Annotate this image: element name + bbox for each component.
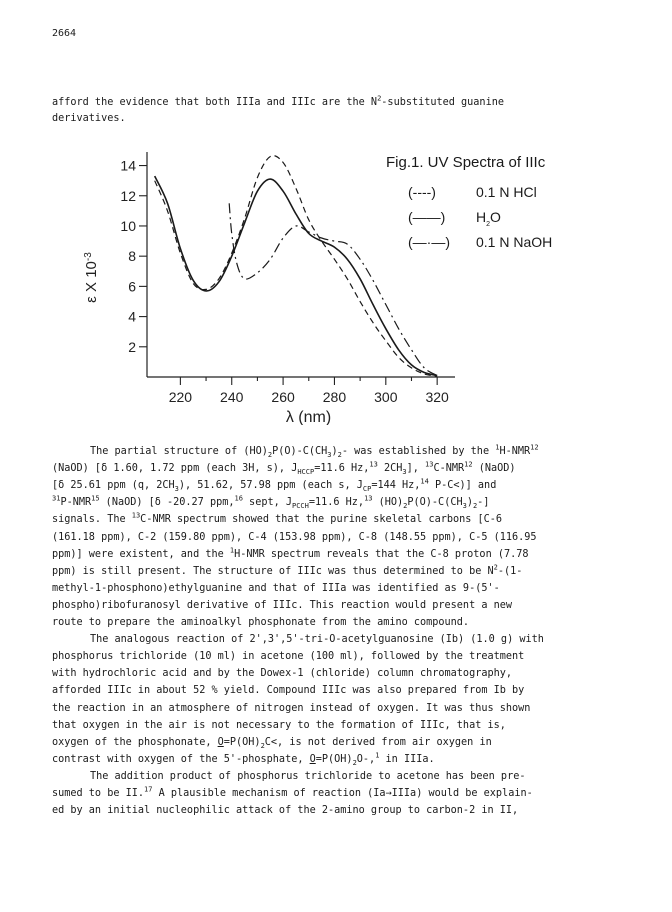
body-text-line: contrast with oxygen of the 5'-phosphate, $O=P(OH)_2O-,^1$ in IIIa. <box>52 751 435 767</box>
x-tick-label: 320 <box>425 389 449 405</box>
legend-item <box>408 234 552 250</box>
body-text-line: phospho)ribofuranosyl derivative of IIIc. This reaction would present a new <box>52 599 513 611</box>
body-text-line: ed by an initial nucleophilic attack of the 2-amino group to carbon-2 in II, <box>52 805 519 817</box>
body-text-line: $^{31}$P-NMR$^{15}$ (NaOD) [δ -20.27 ppm,$^{16}$ sept, $J_{PCCH}=11.6$ Hz,$^{13}$ $(HO)_2P(O)-C(CH_3)_2-$] <box>52 494 490 511</box>
figure-uv-spectra <box>60 140 620 425</box>
y-tick-label: 8 <box>128 248 136 265</box>
legend-label: 0.1 N HCl <box>476 184 537 200</box>
x-tick-label: 240 <box>220 389 244 405</box>
x-tick-label: 220 <box>168 389 193 405</box>
body-text-line: The analogous reaction of 2',3',5'-tri-O-acetylguanosine (Ib) (1.0 g) with <box>90 634 544 646</box>
x-axis-label: λ (nm) <box>285 409 332 425</box>
body-text-line: methyl-1-phosphono)ethylguanine and that of IIIa was identified as 9-(5'- <box>52 582 500 594</box>
legend-label: 0.1 N NaOH <box>476 234 553 250</box>
y-tick-label: 14 <box>120 157 136 174</box>
x-tick-label: 280 <box>322 389 347 405</box>
legend-item <box>408 184 537 200</box>
body-text-line: that oxygen in the air is not necessary to the formation of IIIc, that is, <box>52 719 506 731</box>
body-text-line: route to prepare the aminoalkyl phosphonate from the amino compound. <box>52 617 470 628</box>
legend-style-marker: (----) <box>408 184 436 200</box>
legend-item <box>408 209 501 228</box>
intro-text-line: afford the evidence that both IIIa and IIIc are the $N^2$-substituted guanine <box>52 94 504 108</box>
x-tick-label: 260 <box>271 389 295 405</box>
y-tick-label: 2 <box>128 338 136 355</box>
x-tick-label: 300 <box>374 389 398 405</box>
body-text-line: afforded IIIc in about 52 % yield. Compound IIIc was also prepared from Ib by <box>52 685 525 697</box>
body-text-line: The addition product of phosphorus trichloride to acetone has been pre- <box>90 770 526 782</box>
series-h2o-curve <box>155 176 438 375</box>
uv-spectra-chart <box>60 140 620 425</box>
series-naoh-curve <box>229 203 437 375</box>
legend-style-marker: (——) <box>408 209 446 225</box>
body-text-line: signals. The $^{13}$C-NMR spectrum showed that the purine skeletal carbons [C-6 <box>52 512 503 526</box>
body-text-line: [δ 25.61 ppm (q, $2CH_3$), 51.62, 57.98 ppm (each s, $J_{CP}=144$ Hz,$^{14}$ P-C<)] and <box>52 477 497 494</box>
figure-title: Fig.1. UV Spectra of IIIc <box>386 154 546 171</box>
y-tick-label: 6 <box>128 278 136 295</box>
body-text-line: sumed to be II.$^{17}$ A plausible mechanism of reaction (Ia→IIIa) would be explain- <box>52 785 533 799</box>
body-text-line: phosphorus trichloride (10 ml) in acetone (100 ml), followed by the treatment <box>52 651 525 663</box>
intro-text-line: derivatives. <box>52 113 126 124</box>
body-text-line: ppm) is still present. The structure of IIIc was thus determined to be $N^2-(1-$ <box>52 563 523 577</box>
y-tick-label: 12 <box>120 187 136 204</box>
body-text-line: (NaOD) [δ 1.60, 1.72 ppm (each 3H, s), $J_{HCCP}=11.6$ Hz,$^{13}$ $2CH_3$], $^{13}$C-NMR$^{12}$ (NaOD) <box>52 460 516 477</box>
y-tick-label: 4 <box>128 308 136 325</box>
body-text-line: the reaction in an atmosphere of nitrogen instead of oxygen. It was thus shown <box>52 702 531 714</box>
page-number: 2664 <box>52 28 77 39</box>
legend-style-marker: (—·—) <box>408 234 450 250</box>
body-text-line: (161.18 ppm), C-2 (159.80 ppm), C-4 (153.98 ppm), C-8 (148.55 ppm), C-5 (116.95 <box>52 531 537 543</box>
body-text-line: The partial structure of $(HO)_2P(O)-C(CH_3)_2-$ was established by the $^1$H-NMR$^{12}$ <box>90 443 539 460</box>
y-axis-label: ε X $10^{-3}$ <box>82 252 100 303</box>
body-text-line: with hydrochloric acid and by the Dowex-1 (chloride) column chromatography, <box>52 668 513 680</box>
body-text-line: oxygen of the phosphonate, $O=P(OH)_2C<$, is not derived from air oxygen in <box>52 736 492 750</box>
body-text-line: ppm)] were existent, and the $^1$H-NMR spectrum reveals that the C-8 proton (7.78 <box>52 546 529 560</box>
y-tick-label: 10 <box>120 217 136 234</box>
legend-label: $H_2O$ <box>476 209 501 228</box>
